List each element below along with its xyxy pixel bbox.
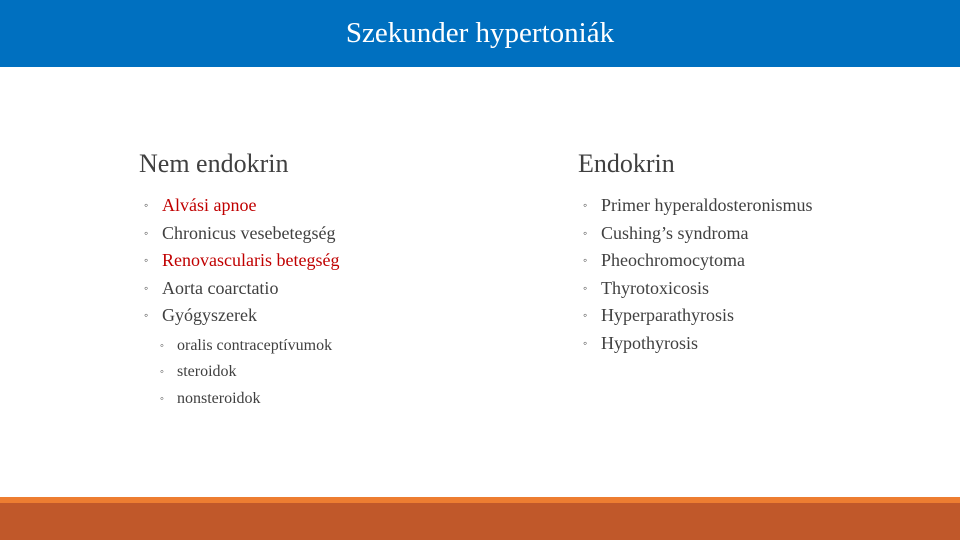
list-item xyxy=(578,275,938,303)
bullet-icon: ◦ xyxy=(160,366,164,378)
bottom-bar xyxy=(0,503,960,540)
sublist-item xyxy=(139,386,539,413)
left-sublist xyxy=(139,333,539,413)
right-heading: Endokrin xyxy=(578,149,675,178)
list-item-label: Hyperparathyrosis xyxy=(601,305,734,325)
list-item xyxy=(139,275,539,303)
sublist-item-label: steroidok xyxy=(177,363,237,380)
bullet-icon: ◦ xyxy=(583,280,588,295)
list-item-label: Hypothyrosis xyxy=(601,332,699,353)
list-item-label: Chronicus vesebetegség xyxy=(162,222,336,243)
bullet-icon: ◦ xyxy=(144,225,149,240)
bullet-icon: ◦ xyxy=(160,392,164,405)
list-item xyxy=(139,220,539,248)
list-item-label: Gyógyszerek xyxy=(162,305,257,325)
list-item-label: Renovascularis betegség xyxy=(162,250,340,270)
bullet-icon: ◦ xyxy=(583,308,588,322)
sublist-item-label: nonsteroidok xyxy=(177,389,261,407)
list-item-label: Thyrotoxicosis xyxy=(601,277,709,298)
left-list xyxy=(139,192,539,330)
bullet-icon: ◦ xyxy=(144,280,149,295)
title-bar xyxy=(0,0,960,67)
sublist-item xyxy=(139,333,539,360)
list-item xyxy=(578,220,938,248)
list-item xyxy=(139,302,539,330)
list-item xyxy=(578,330,938,358)
list-item xyxy=(578,247,938,275)
list-item xyxy=(578,192,938,220)
list-item xyxy=(139,247,539,275)
list-item xyxy=(578,302,938,330)
left-column xyxy=(139,146,539,412)
bullet-icon: ◦ xyxy=(583,198,588,212)
list-item-label: Primer hyperaldosteronismus xyxy=(601,195,813,215)
list-item-label: Pheochromocytoma xyxy=(601,250,745,270)
bullet-icon: ◦ xyxy=(160,339,164,352)
bullet-icon: ◦ xyxy=(144,253,149,267)
bullet-icon: ◦ xyxy=(583,335,588,350)
sublist-item xyxy=(139,359,539,386)
bullet-icon: ◦ xyxy=(144,308,149,322)
list-item-label: Cushing’s syndroma xyxy=(601,222,749,243)
right-column xyxy=(578,146,938,357)
list-item xyxy=(139,192,539,220)
left-heading: Nem endokrin xyxy=(139,149,289,178)
slide-title: Szekunder hypertoniák xyxy=(345,17,615,49)
bullet-icon: ◦ xyxy=(144,198,149,212)
list-item-label: Alvási apnoe xyxy=(162,195,257,215)
bullet-icon: ◦ xyxy=(583,253,588,267)
bullet-icon: ◦ xyxy=(583,225,588,240)
right-list xyxy=(578,192,938,357)
sublist-item-label: oralis contraceptívumok xyxy=(177,336,333,354)
list-item-label: Aorta coarctatio xyxy=(162,277,279,298)
